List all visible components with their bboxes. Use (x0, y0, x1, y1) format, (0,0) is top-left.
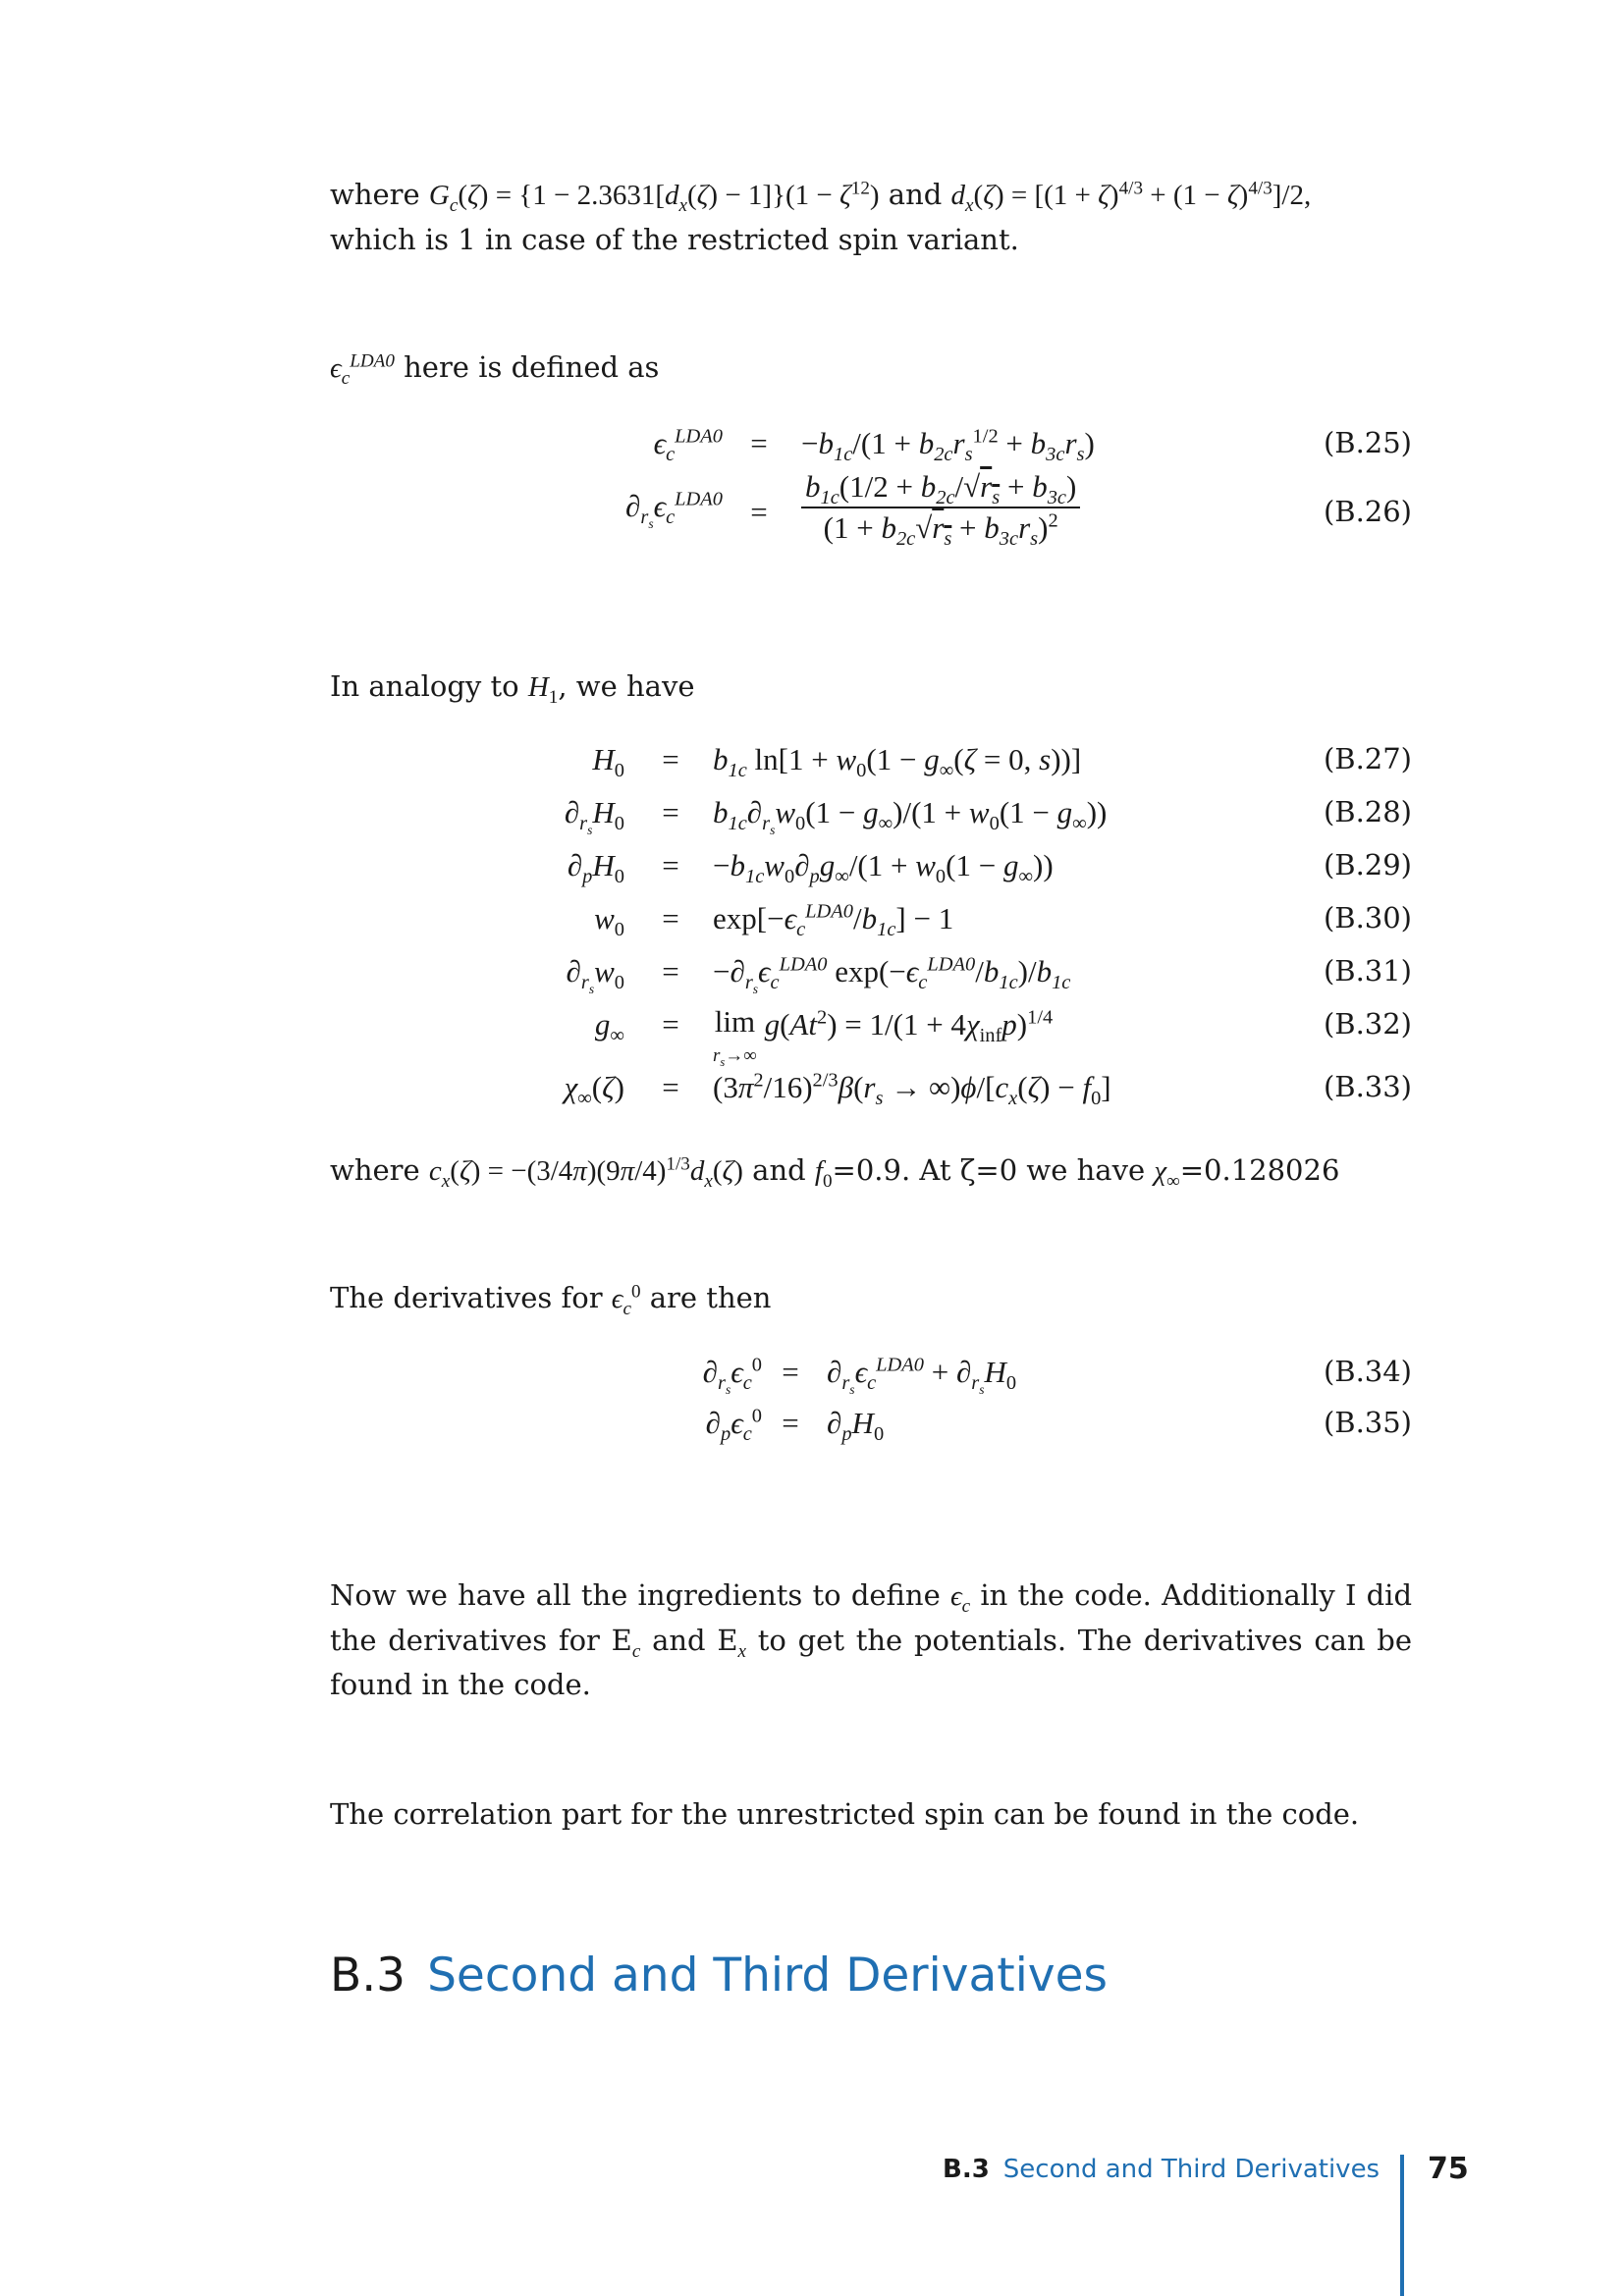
equation-lhs: $\epsilon_c^{LDA0}$ (653, 425, 723, 466)
equation-b28: $\partial_{r_s}H_0$ = $b_{1c}\partial_{r_s}w_0(1 - g_\infty)/(1 + w_0(1 - g_\infty))$ (B.28) (564, 795, 1412, 838)
equation-lhs: $\partial_{r_s}\epsilon_c^{LDA0}$ (625, 488, 723, 532)
equation-number: (B.25) (1323, 426, 1412, 459)
text-we-have: , we have (558, 669, 695, 703)
text-ingredients-c: and E (652, 1624, 738, 1657)
symbol-eps-lda0: $\epsilon_c^{LDA0}$ (330, 350, 395, 389)
equation-number: (B.33) (1323, 1070, 1412, 1103)
section-title: Second and Third Derivatives (427, 1949, 1108, 2002)
text-and: and (752, 1153, 806, 1187)
page-number: 75 (1428, 2152, 1469, 2186)
text-are-then: are then (649, 1281, 772, 1314)
equation-rhs: $-b_{1c}/(1 + b_{2c}r_s^{1/2} + b_{3c}r_s)$ (801, 425, 1095, 466)
text-ingredients-b: in the code. Additionally I did the derivatives for E (330, 1578, 1413, 1657)
text-at-zeta: =0.9. At ζ=0 we have (832, 1153, 1146, 1187)
footer-section-number: B.3 (943, 2155, 990, 2184)
equation-number: (B.29) (1323, 848, 1412, 881)
equation-number: (B.27) (1323, 742, 1412, 775)
equation-b25: $\epsilon_c^{LDA0}$ = $-b_{1c}/(1 + b_{2c}r_s^{1/2} + b_{3c}r_s)$ (B.25) (330, 426, 1412, 469)
paragraph-correlation (330, 1792, 1412, 1837)
symbol-f0: $f_0$ (814, 1155, 833, 1192)
section-number: B.3 (330, 1949, 406, 2002)
paragraph-analogy (330, 665, 1412, 710)
text-where: where (330, 178, 420, 211)
equation-b30: $w_0$ = $\exp[-\epsilon_c^{LDA0}/b_{1c}] - 1$ (B.30) (594, 900, 1412, 941)
equation-number: (B.34) (1323, 1355, 1412, 1388)
text-derivatives-for: The derivatives for (330, 1281, 603, 1314)
text-here-defined: here is defined as (404, 350, 660, 384)
equation-number: (B.32) (1323, 1007, 1412, 1041)
equation-b27: $H_0$ = $b_{1c}$ $\ln[1 + w_0(1 - g_\infty(\zeta = 0$, s))] (B.27) (592, 742, 1412, 782)
symbol-eps0: $\epsilon_c^0$ (611, 1281, 641, 1319)
symbol-eps-c: $\epsilon_c$ (949, 1580, 971, 1617)
text-ingredients-d: to get the potentials. The derivatives can be found in the code. (330, 1624, 1413, 1701)
symbol-chi-inf: $\chi_\infty$ (1154, 1155, 1180, 1192)
equation-number: (B.30) (1323, 901, 1412, 934)
text-restricted-spin: which is 1 in case of the restricted spin variant. (330, 223, 1019, 256)
equation-b31: $\partial_{r_s}w_0$ = $-\partial_{r_s}\epsilon_c^{LDA0}$ $\exp(-\epsilon_c^{LDA0}/b_{1c})/b_{1c}$ (B.31) (566, 953, 1412, 997)
paragraph-derivatives-intro (330, 1276, 1412, 1321)
running-footer (943, 2155, 1380, 2184)
equation-number: (B.31) (1323, 954, 1412, 988)
equation-b29: $\partial_pH_0$ = $-b_{1c}w_0\partial_pg_\infty/(1 + w_0(1 - g_\infty))$ (B.29) (567, 848, 1412, 888)
footer-section-title: Second and Third Derivatives (1002, 2155, 1380, 2184)
text-chi-value: =0.128026 (1179, 1153, 1340, 1187)
symbol-h1: $H_1$ (527, 671, 559, 708)
formula-dx: $d_x(\zeta) = [(1 + \zeta)^{4/3} + (1 - \zeta)^{4/3}]/2$, (950, 178, 1312, 216)
equation-rhs: $\frac{b_{1c}(1/2 + b_{2c}/√r_s + b_{3c})}{(1 + b_{2c}√r_s + b_{3c}r_s)^2}$ (801, 469, 1080, 546)
equation-number: (B.26) (1323, 495, 1412, 528)
section-heading (330, 1949, 1108, 2002)
formula-cx: $c_x(\zeta) = -(3/4\pi)(9\pi/4)^{1/3}d_x(\zeta)$ (428, 1153, 743, 1192)
equation-b32: $g_\infty$ = lim $r_s\to\infty$ $g(At^2) = 1/(1 + 4\chi_{inf}p)^{1/4}$ (B.32) (594, 1004, 1412, 1069)
formula-gc: $G_c(\zeta) = \{1 - 2.3631[d_x(\zeta) - 1]\}(1 - \zeta^{12})$ (428, 178, 880, 216)
paragraph-ingredients: Now we have all the ingredients to define $\epsilon_c$ in the code. Additionally I did the derivatives for $E_c$ and $E_x$ to get the potentials. The derivatives can be found in the code. (330, 1578, 1413, 1701)
paragraph-gc-definition (330, 173, 1412, 262)
equation-b26: $\partial_{r_s}\epsilon_c^{LDA0}$ = $\frac{b_{1c}(1/2 + b_{2c}/√r_s + b_{3c})}{(1 + b_{2c}√r_s + b_{3c}r_s)^2}$ (B.26) (330, 475, 1412, 554)
footer-rule (1400, 2155, 1404, 2296)
text-in-analogy: In analogy to (330, 669, 519, 703)
text-ingredients-a: Now we have all the ingredients to define (330, 1578, 941, 1612)
equation-b35: $\partial_p\epsilon_c^0$ = $\partial_pH_0$ (B.35) (705, 1405, 1412, 1446)
equation-b33: $\chi_\infty(\zeta)$ = $(3\pi^2/16)^{2/3}\beta(r_s \to \infty)\phi/[c_x(\zeta) - f_0]$ (B.33) (564, 1069, 1412, 1110)
text-where: where (330, 1153, 420, 1187)
text-correlation: The correlation part for the unrestricted spin can be found in the code. (330, 1797, 1360, 1831)
equation-number: (B.28) (1323, 795, 1412, 828)
paragraph-lda0-intro (330, 346, 1412, 391)
equation-number: (B.35) (1323, 1406, 1412, 1439)
text-and: and (888, 178, 943, 211)
paragraph-cx-definition (330, 1148, 1412, 1194)
equation-b34: $\partial_{r_s}\epsilon_c^0$ = $\partial_{r_s}\epsilon_c^{LDA0} + \partial_{r_s}H_0$ (B.34) (702, 1354, 1412, 1398)
